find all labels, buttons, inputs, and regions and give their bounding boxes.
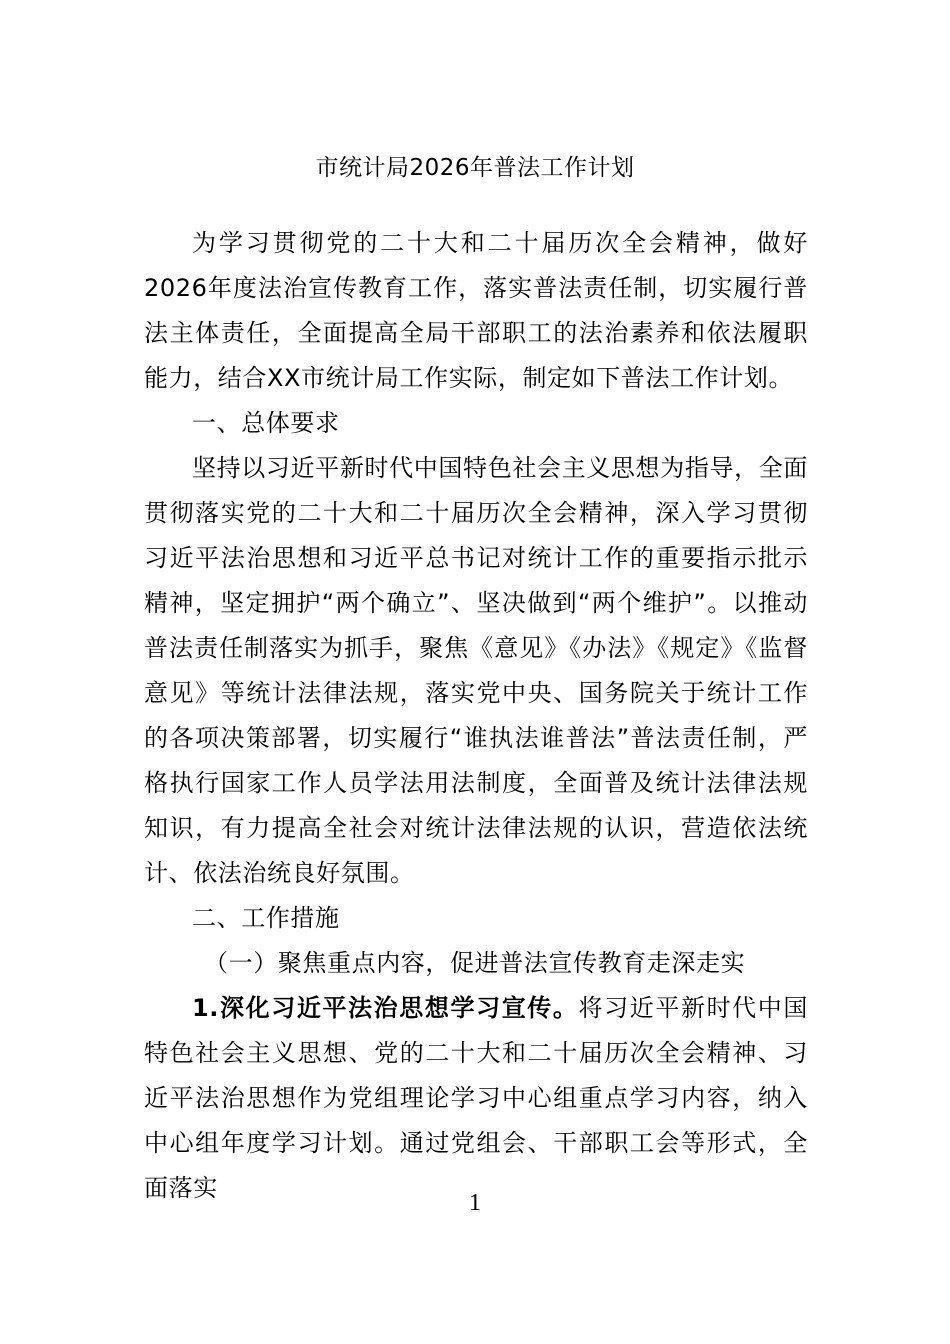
section-heading-work-measures: 二、工作措施 [192,904,340,932]
section-heading-general-requirements: 一、总体要求 [192,409,340,437]
document-title: 市统计局2026年普法工作计划 [315,155,635,181]
item-paragraph-1 [144,986,808,1211]
intro-paragraph: 为学习贯彻党的二十大和二十届历次全会精神，做好2026年度法治宣传教育工作，落实普法责任制，切实履行普法主体责任，全面提高全局干部职工的法治素养和依法履职能力，结合XX市统计局工作实际，制定如下普法工作计划。 [144,229,808,392]
item-1-body: 将习近平新时代中国特色社会主义思想、党的二十大和二十届历次全会精神、习近平法治思想作为党组理论学习中心组重点学习内容，纳入中心组年度学习计划。通过党组会、干部职工会等形式，全面落实 [144,994,808,1202]
document-body [144,221,808,1211]
general-requirements-paragraph: 坚持以习近平新时代中国特色社会主义思想为指导，全面贯彻落实党的二十大和二十届历次全会精神，深入学习贯彻习近平法治思想和习近平总书记对统计工作的重要指示批示精神，坚定拥护“两个确立”、坚决做到“两个维护”。以推动普法责任制落实为抓手，聚焦《意见》《办法》《规定》《监督意见》等统计法律法规，落实党中央、国务院关于统计工作的各项决策部署，切实履行“谁执法谁普法”普法责任制，严格执行国家工作人员学法用法制度，全面普及统计法律法规知识，有力提高全社会对统计法律法规的认识，营造依法统计、依法治统良好氛围。 [144,454,808,887]
page-number: 1 [469,1190,481,1216]
subsection-heading-focus-content: （一）聚焦重点内容，促进普法宣传教育走深走实 [204,949,746,977]
item-1-lead: 1.深化习近平法治思想学习宣传。 [192,994,579,1022]
